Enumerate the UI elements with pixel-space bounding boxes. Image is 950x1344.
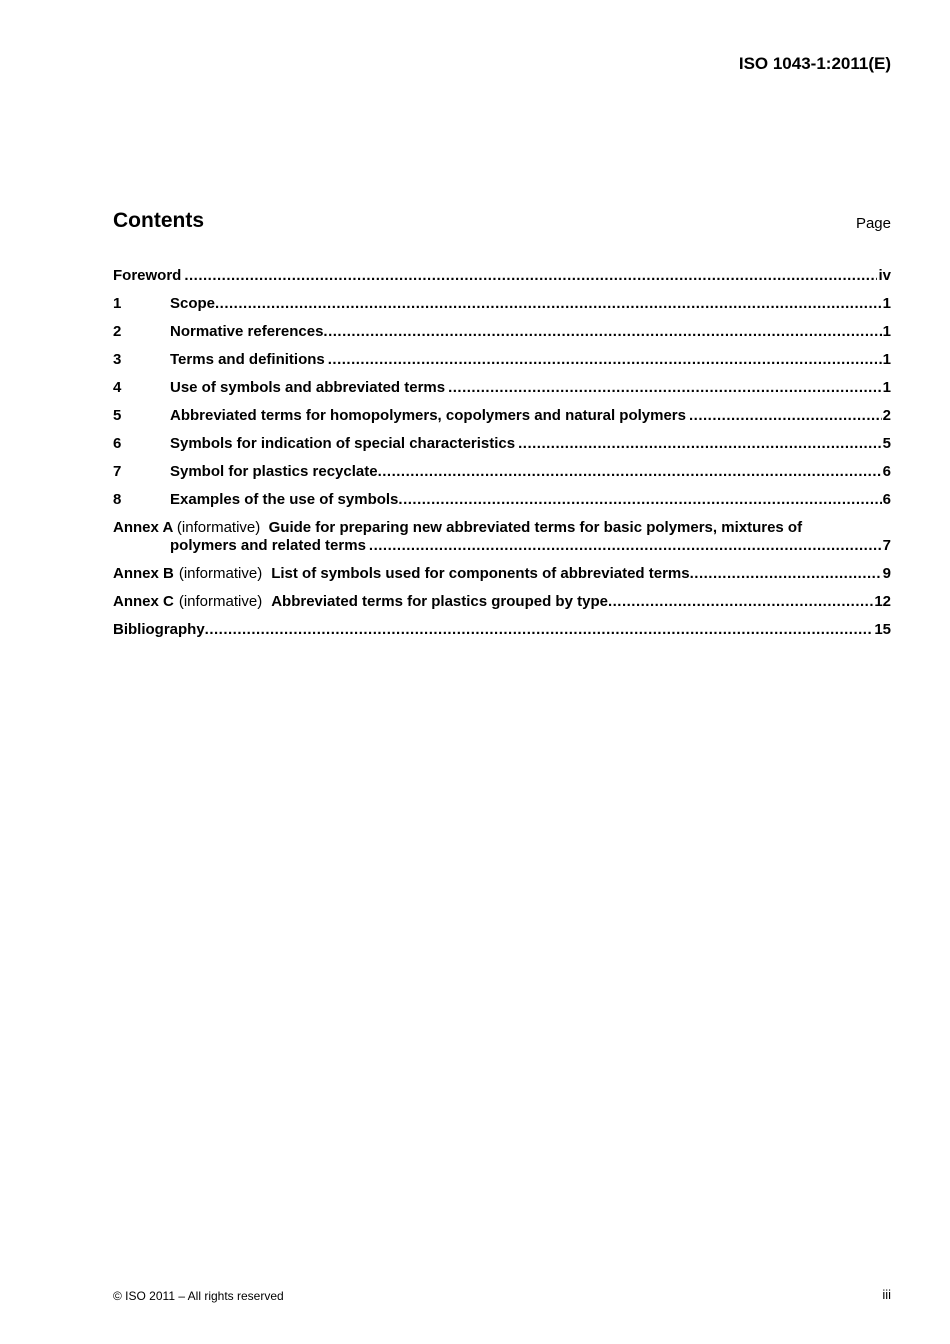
annex-type: (informative)	[176, 519, 261, 536]
toc-entry-page: 6	[882, 491, 891, 508]
contents-heading: Contents	[113, 209, 204, 232]
annex-label: Annex B	[113, 565, 174, 582]
dot-leader	[215, 295, 882, 313]
toc-entry-page: 5	[882, 435, 891, 452]
toc-entry-title: Symbol for plastics recyclate	[170, 463, 378, 480]
toc-entry-title: Abbreviated terms for homopolymers, copolymers and natural polymers	[170, 407, 686, 424]
toc-entry-title: Use of symbols and abbreviated terms	[170, 379, 446, 396]
dot-leader	[690, 565, 882, 583]
page-number: iii	[882, 1287, 891, 1302]
document-id: ISO 1043-1:2011(E)	[738, 54, 891, 73]
dot-leader	[608, 593, 873, 611]
toc-entry-3[interactable]	[113, 351, 891, 369]
dot-leader	[369, 537, 882, 555]
toc-entry-6[interactable]	[113, 435, 891, 453]
toc-entry-page: 1	[882, 379, 891, 396]
toc-entry-8[interactable]	[113, 491, 891, 509]
toc-entry-page: 15	[874, 621, 891, 638]
page-column-label: Page	[855, 215, 891, 232]
table-of-contents	[113, 267, 891, 649]
toc-entry-title: Bibliography	[113, 621, 205, 638]
toc-entry-number: 7	[113, 463, 122, 480]
toc-entry-page: 6	[882, 463, 891, 480]
toc-entry-page: 12	[874, 593, 891, 610]
toc-entry-title: List of symbols used for components of abbreviated terms	[271, 565, 690, 582]
toc-entry-page: 1	[882, 295, 891, 312]
toc-entry-title: Abbreviated terms for plastics grouped by type	[271, 593, 608, 610]
dot-leader	[323, 323, 881, 341]
toc-entry-annex-a[interactable]	[113, 519, 891, 555]
toc-entry-title: Terms and definitions	[170, 351, 325, 368]
toc-entry-title: Foreword	[113, 267, 182, 284]
toc-entry-number: 6	[113, 435, 122, 452]
toc-entry-number: 1	[113, 295, 122, 312]
dot-leader	[518, 435, 882, 453]
copyright-notice: © ISO 2011 – All rights reserved	[113, 1289, 284, 1303]
dot-leader	[448, 379, 882, 397]
toc-entry-2[interactable]	[113, 323, 891, 341]
toc-entry-page: 2	[882, 407, 891, 424]
dot-leader	[328, 351, 882, 369]
toc-entry-annex-b[interactable]	[113, 565, 891, 583]
dot-leader	[689, 407, 882, 425]
toc-entry-number: 5	[113, 407, 122, 424]
toc-entry-page: 9	[882, 565, 891, 582]
toc-entry-number: 4	[113, 379, 122, 396]
annex-type: (informative)	[178, 565, 263, 582]
toc-entry-number: 3	[113, 351, 122, 368]
annex-label: Annex C	[113, 593, 174, 610]
annex-type: (informative)	[178, 593, 263, 610]
toc-entry-number: 8	[113, 491, 122, 508]
toc-entry-page: 1	[882, 323, 891, 340]
toc-entry-annex-c[interactable]	[113, 593, 891, 611]
toc-entry-page: iv	[878, 267, 891, 284]
toc-entry-title: Scope	[170, 295, 216, 312]
toc-entry-page: 1	[882, 351, 891, 368]
dot-leader	[398, 491, 881, 509]
toc-entry-1[interactable]	[113, 295, 891, 313]
toc-entry-title-continued: polymers and related terms	[170, 537, 366, 554]
toc-entry-title: Examples of the use of symbols	[170, 491, 399, 508]
toc-entry-title: Normative references	[170, 323, 324, 340]
toc-entry-4[interactable]	[113, 379, 891, 397]
toc-entry-title: Symbols for indication of special characteristics	[170, 435, 516, 452]
toc-entry-title: Guide for preparing new abbreviated terms for basic polymers, mixtures of	[268, 519, 803, 536]
toc-entry-7[interactable]	[113, 463, 891, 481]
dot-leader	[184, 267, 877, 285]
annex-label: Annex A	[113, 519, 173, 536]
dot-leader	[205, 621, 874, 639]
toc-entry-5[interactable]	[113, 407, 891, 425]
toc-entry-foreword[interactable]	[113, 267, 891, 285]
toc-entry-bibliography[interactable]	[113, 621, 891, 639]
toc-entry-page: 7	[882, 537, 891, 554]
toc-entry-number: 2	[113, 323, 122, 340]
dot-leader	[378, 463, 882, 481]
